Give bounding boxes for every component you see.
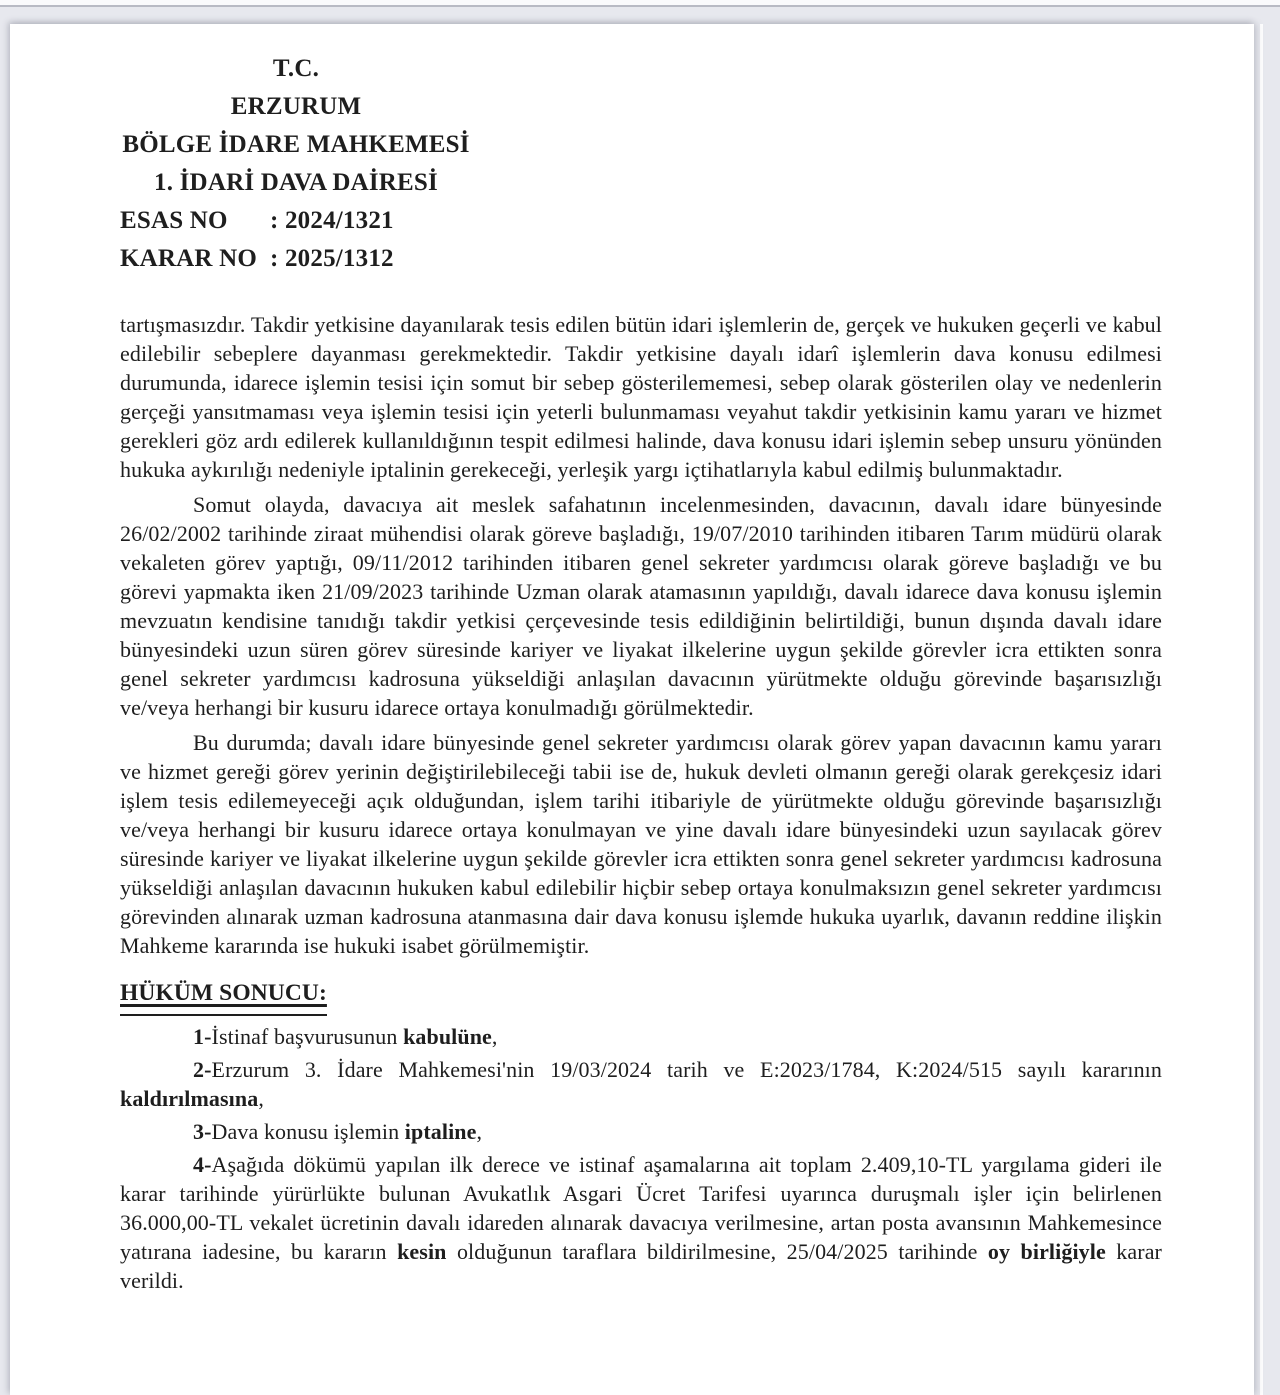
ruling-heading: HÜKÜM SONUCU:	[120, 976, 327, 1016]
case-number-label: ESAS NO	[120, 207, 228, 234]
body-paragraph-2: Somut olayda, davacıya ait meslek safahatının incelenmesinden, davacının, davalı idare bünyesinde 26/02/2002 tarihinde ziraat mühendisi olarak göreve başladığı, 19/07/2010 tarihinden itibaren Tarım müdürü olarak vekaleten görev yaptığı, 09/11/2012 tarihinden itibaren genel sekreter yardımcısı olarak göreve başladığı ve bu görevi yapmakta iken 21/09/2023 tarihinde Uzman olarak atamasının yapıldığı, davalı idarece dava konusu işlemin mevzuatın kendisine tanıdığı takdir yetkisi çerçevesinde tesis edildiğinin belirtildiği, bunun dışında davalı idare bünyesindeki uzun süren görev süresinde kariyer ve liyakat ilkelerine uygun şekilde görevler icra ettikten sonra genel sekreter yardımcısı kadrosuna yükseldiği anlaşılan davacının yürütmekte olduğu görevinde başarısızlığı ve/veya herhangi bir kusuru idarece ortaya konulmadığı görülmektedir.	[120, 492, 1162, 720]
document-page	[10, 24, 1254, 1395]
body-paragraph-1: tartışmasızdır. Takdir yetkisine dayanılarak tesis edilen bütün idari işlemlerin de, gerçek ve hukuken geçerli ve kabul edilebilir sebeplere dayanması gerekmektedir. Takdir yetkisine dayalı idarî işlemlerin dava konusu edilmesi durumunda, idarece işlemin tesisi için somut bir sebep gösterilememesi, sebep olarak gösterilen olay ve nedenlerin gerçeği yansıtmaması veya işlemin tesisi için yeterli bulunmaması veyahut takdir yetkisinin kamu yararı ve hizmet gerekleri göz ardı edilerek kullanıldığının tespit edilmesi halinde, dava konusu idari işlemin sebep unsuru yönünden hukuka aykırılığı nedeniyle iptalinin gerekeceği, yerleşik yargı içtihatlarıyla kabul edilmiş bulunmaktadır.	[120, 312, 1162, 482]
case-number-row	[120, 202, 1162, 240]
decision-number-value: : 2025/1312	[270, 245, 394, 272]
ruling-heading-row	[120, 976, 1162, 1016]
decision-number-label: KARAR NO	[120, 245, 258, 272]
case-number-value: : 2024/1321	[270, 207, 394, 234]
header-city: ERZURUM	[230, 93, 362, 120]
ruling-item-1: 1-İstinaf başvurusunun kabulüne,	[193, 1024, 498, 1049]
ruling-item-2: 2-Erzurum 3. İdare Mahkemesi'nin 19/03/2024 tarih ve E:2023/1784, K:2024/515 sayılı kararının kaldırılmasına,	[120, 1057, 1162, 1111]
decision-number-row	[120, 240, 1162, 278]
scan-edge-right	[1260, 24, 1263, 1395]
header-republic: T.C.	[272, 55, 320, 82]
decision-body	[120, 310, 1162, 1295]
scan-edge-top	[0, 0, 1280, 7]
ruling-item-4: 4-Aşağıda dökümü yapılan ilk derece ve istinaf aşamalarına ait toplam 2.409,10-TL yargılama gideri ile karar tarihinde yürürlükte bulunan Avukatlık Asgari Ücret Tarifesi uyarınca duruşmalı işler için belirlenen 36.000,00-TL vekalet ücretinin davalı idareden alınarak davacıya verilmesine, artan posta avansının Mahkemesince yatırana iadesine, bu kararın kesin olduğunun taraflara bildirilmesine, 25/04/2025 tarihinde oy birliğiyle karar verildi.	[120, 1152, 1162, 1293]
ruling-item-3: 3-Dava konusu işlemin iptaline,	[193, 1119, 483, 1144]
header-chamber: 1. İDARİ DAVA DAİRESİ	[154, 169, 438, 196]
body-paragraph-3: Bu durumda; davalı idare bünyesinde genel sekreter yardımcısı olarak görev yapan davacının kamu yararı ve hizmet gereği görev yerinin değiştirilebileceği tabii ise de, hukuk devleti olmanın gereği olarak gerekçesiz idari işlem tesis edilemeyeceği açık olduğundan, işlem tarihi itibariyle de yürütmekte olduğu görevinde başarısızlığı ve/veya herhangi bir kusuru idarece ortaya konulmayan ve yine davalı idare bünyesindeki uzun sayılacak görev süresinde kariyer ve liyakat ilkelerine uygun şekilde görevler icra ettikten sonra genel sekreter yardımcısı kadrosuna yükseldiği anlaşılan davacının hukuken kabul edilebilir hiçbir sebep ortaya konulmaksızın genel sekreter yardımcısı görevinden alınarak uzman kadrosuna atanmasına dair dava konusu işlemde hukuka uyarlık, davanın reddine ilişkin Mahkeme kararında ise hukuki isabet görülmemiştir.	[120, 730, 1162, 958]
header-court-name: BÖLGE İDARE MAHKEMESİ	[122, 131, 470, 158]
court-header-centered-block	[120, 50, 472, 202]
court-header	[120, 50, 1162, 278]
